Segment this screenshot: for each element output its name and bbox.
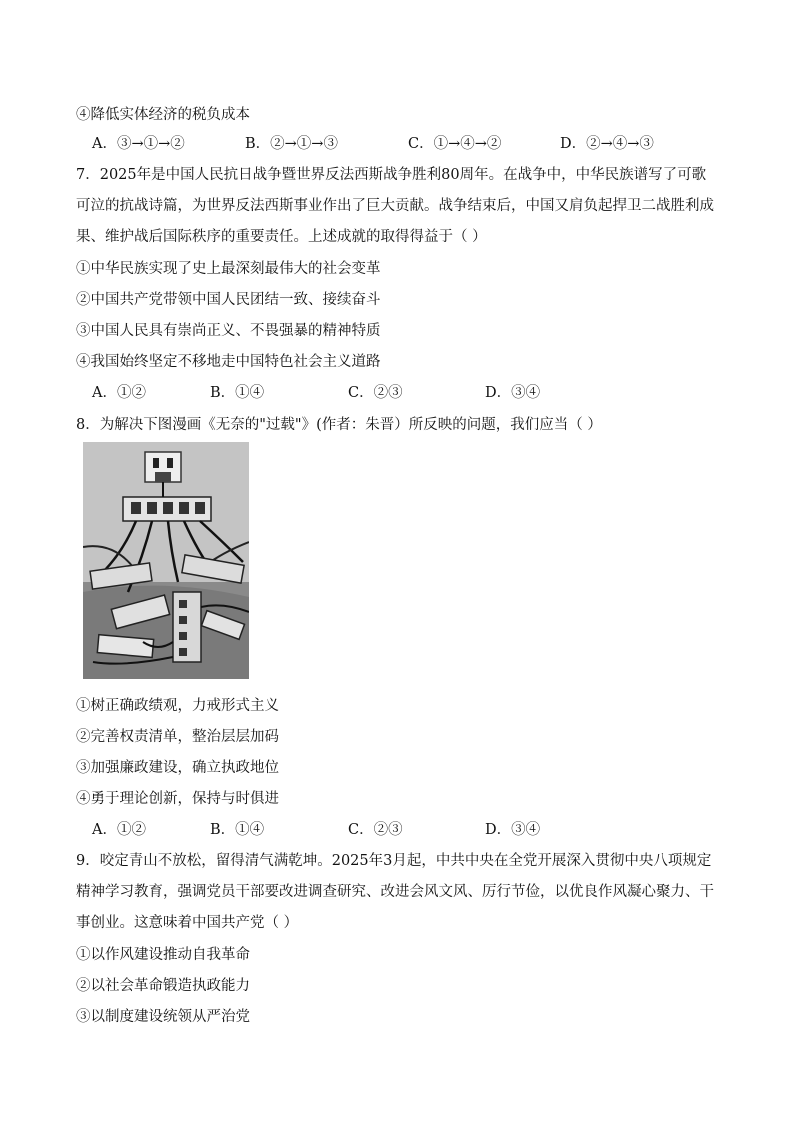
q7-item-3: ③中国人民具有崇尚正义、不畏强暴的精神特质 (76, 323, 381, 339)
q6-option-a: A．③→①→② (92, 136, 185, 152)
q7-item-2: ②中国共产党带领中国人民团结一致、接续奋斗 (76, 292, 381, 308)
q8-option-c: C．②③ (348, 822, 403, 838)
q7-option-d: D．③④ (485, 385, 541, 401)
q9-item-3: ③以制度建设统领从严治党 (76, 1009, 250, 1025)
q8-item-4: ④勇于理论创新，保持与时俱进 (76, 791, 279, 807)
q6-option-d: D．②→④→③ (560, 136, 654, 152)
q6-option-c: C．①→④→② (408, 136, 502, 152)
q8-stem: 8．为解决下图漫画《无奈的"过载"》(作者：朱晋）所反映的问题，我们应当（ ） (76, 417, 602, 433)
q7-option-b: B．①④ (210, 385, 265, 401)
q8-option-a: A．①② (92, 822, 146, 838)
q8-options (92, 820, 540, 840)
q8-item-3: ③加强廉政建设，确立执政地位 (76, 760, 279, 776)
q7-item-4: ④我国始终坚定不移地走中国特色社会主义道路 (76, 354, 381, 370)
q8-item-1: ①树正确政绩观，力戒形式主义 (76, 698, 279, 714)
q7-option-a: A．①② (92, 385, 146, 401)
q8-option-d: D．③④ (485, 822, 541, 838)
cartoon-image (83, 442, 249, 679)
q7-item-1: ①中华民族实现了史上最深刻最伟大的社会变革 (76, 261, 381, 277)
q7-stem: 7．2025年是中国人民抗日战争暨世界反法西斯战争胜利80周年。在战争中，中华民族谱写了可歌可泣的抗战诗篇，为世界反法西斯事业作出了巨大贡献。战争结束后，中国又肩负起捍卫二战胜利成果、维护战后国际秩序的重要责任。上述成就的取得得益于（ ） (76, 167, 714, 245)
q8-item-2: ②完善权责清单，整治层层加码 (76, 729, 279, 745)
q9-item-1: ①以作风建设推动自我革命 (76, 947, 250, 963)
q9-stem: 9．咬定青山不放松，留得清气满乾坤。2025年3月起，中共中央在全党开展深入贯彻中央八项规定精神学习教育，强调党员干部要改进调查研究、改进会风文风、厉行节俭，以优良作风凝心聚力、干事创业。这意味着中国共产党（ ） (76, 853, 714, 931)
q6-item-4: ④降低实体经济的税负成本 (76, 107, 250, 123)
q9-item-2: ②以社会革命锻造执政能力 (76, 978, 250, 994)
q8-option-b: B．①④ (210, 822, 265, 838)
q7-options (92, 383, 540, 403)
q7-option-c: C．②③ (348, 385, 403, 401)
cartoon-drawing (83, 442, 249, 679)
q6-option-b: B．②→①→③ (245, 136, 338, 152)
q6-options (92, 134, 654, 154)
